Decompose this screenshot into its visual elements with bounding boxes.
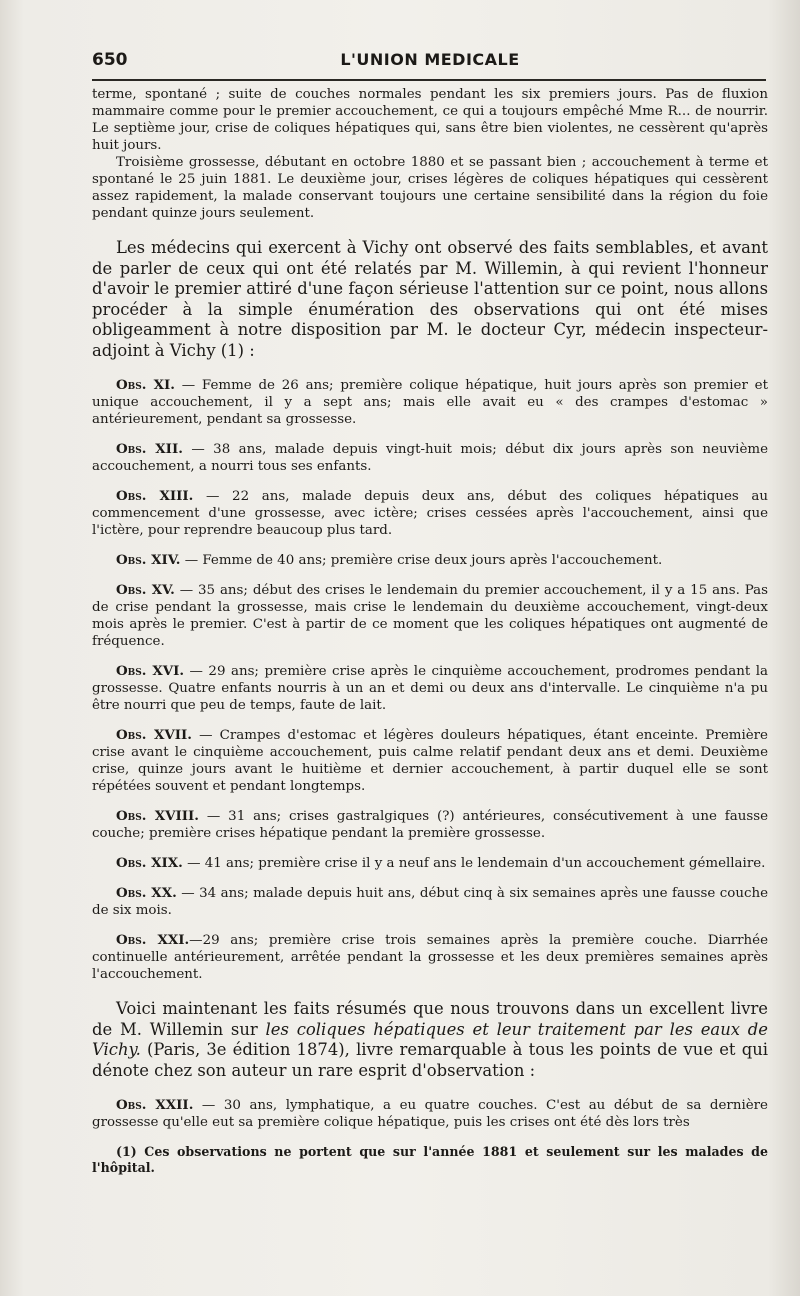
observation-label: Obs. XIV. (116, 552, 181, 568)
observation-label: Obs. XXI. (116, 932, 190, 948)
observation-20 (92, 885, 768, 919)
observation-text: —29 ans; première crise trois semaines après la première couche. Diarrhée continuelle antérieurement, arrêtée pendant la grossesse et les deux premières semaines après l'accouchement. (92, 933, 768, 982)
observation-text: — Crampes d'estomac et légères douleurs hépatiques, étant enceinte. Première crise avant le cinquième accouchement, puis calme relatif pendant deux ans et demi. Deuxième crise, quinze jours avant le huitième et dernier accouchement, à partir duquel elle se sont répétées souvent et pendant longtemps. (92, 728, 768, 794)
observation-19 (92, 855, 768, 872)
observation-15 (92, 582, 768, 650)
observation-text: — 22 ans, malade depuis deux ans, début des coliques hépatiques au commencement d'une grossesse, avec ictère; crises cessées après l'accouchement, ainsi que l'ictère, pour reprendre beaucoup plus tard. (92, 489, 769, 538)
observation-13 (92, 488, 768, 539)
observation-21 (92, 932, 768, 983)
observation-22 (92, 1097, 768, 1131)
book-title: les coliques hépatiques et leur traitement par les eaux de Vichy. (92, 1019, 769, 1059)
observation-text: — 30 ans, lymphatique, a eu quatre couches. C'est au début de sa dernière grossesse qu'elle eut sa première colique hépatique, puis les crises ont été dès lors très (92, 1098, 768, 1130)
observation-label: Obs. XX. (116, 885, 177, 901)
observation-label: Obs. XIX. (116, 855, 183, 871)
observation-14 (92, 552, 768, 569)
observation-label: Obs. XIII. (116, 488, 194, 504)
observation-label: Obs. XVIII. (116, 808, 199, 824)
observation-text: — 38 ans, malade depuis vingt-huit mois; début dix jours après son neuvième accouchement, a nourri tous ses enfants. (92, 442, 768, 474)
page-number: 650 (92, 50, 128, 70)
observation-label: Obs. XII. (116, 441, 183, 457)
running-title: L'UNION MEDICALE (340, 50, 520, 69)
observation-label: Obs. XXII. (116, 1097, 194, 1113)
observation-11 (92, 377, 768, 428)
footnote: (1) Ces observations ne portent que sur l'année 1881 et seulement sur les malades de l'hôpital. (92, 1144, 768, 1175)
observation-text: — Femme de 26 ans; première colique hépatique, huit jours après son premier et unique accouchement, il y a sept ans; mais elle avait eu « des crampes d'estomac » antérieurement, pendant sa grossesse. (92, 378, 768, 427)
paragraph-willemin (92, 999, 768, 1081)
observation-text: — 31 ans; crises gastralgiques (?) antérieures, consécutivement à une fausse couche; première crises hépatique pendant la première grossesse. (92, 809, 769, 841)
observation-label: Obs. XVI. (116, 663, 185, 679)
observation-18 (92, 808, 768, 842)
observation-16 (92, 663, 768, 714)
paragraph-willemin-rest: (Paris, 3e édition 1874), livre remarquable à tous les points de vue et qui dénote chez son auteur un rare esprit d'observation : (92, 1040, 768, 1080)
observation-17 (92, 727, 768, 795)
page-header (92, 44, 768, 78)
observation-text: — 35 ans; début des crises le lendemain du premier accouchement, il y a 15 ans. Pas de crise pendant la grossesse, mais crise le lendemain du deuxième accouchement, vingt-deux mois après le premier. C'est à partir de ce moment que les coliques hépatiques ont augmenté de fréquence. (92, 583, 768, 649)
observation-text: — Femme de 40 ans; première crise deux jours après l'accouchement. (180, 553, 663, 568)
paragraph-continued: terme, spontané ; suite de couches normales pendant les six premiers jours. Pas de fluxion mammaire comme pour le premier accouchement, ce qui a toujours empêché Mme R... de nourrir. Le septième jour, crise de coliques hépatiques qui, sans être bien violentes, ne cessèrent qu'après huit jours. (92, 87, 768, 153)
observation-label: Obs. XV. (116, 582, 175, 598)
observation-text: — 29 ans; première crise après le cinquième accouchement, prodromes pendant la grossesse. Quatre enfants nourris à un an et demi ou deux ans d'intervalle. Le cinquième n'a pu être nourri que peu de temps, faute de lait. (92, 664, 768, 713)
paragraph-willemin-intro: Voici maintenant les faits résumés que nous trouvons dans un excellent livre de M. Willemin sur (92, 999, 768, 1039)
observation-12 (92, 441, 768, 475)
paragraph-vichy-doctors: Les médecins qui exercent à Vichy ont observé des faits semblables, et avant de parler de ceux qui ont été relatés par M. Willemin, à qui revient l'honneur d'avoir le premier attiré d'une façon sérieuse l'attention sur ce point, nous allons procéder à la simple énumération des observations qui ont été mises obligeamment à notre disposition par M. le docteur Cyr, médecin inspecteur-adjoint à Vichy (1) : (92, 238, 768, 360)
observation-text: — 41 ans; première crise il y a neuf ans le lendemain d'un accouchement gémellaire. (182, 856, 766, 871)
observation-text: — 34 ans; malade depuis huit ans, début cinq à six semaines après une fausse couche de six mois. (92, 886, 768, 918)
paragraph-third-pregnancy: Troisième grossesse, débutant en octobre 1880 et se passant bien ; accouchement à terme et spontané le 25 juin 1881. Le deuxième jour, crises légères de coliques hépatiques qui cessèrent assez rapidement, la malade conservant toujours une certaine sensibilité dans la région du foie pendant quinze jours seulement. (92, 155, 768, 221)
header-rule (92, 79, 766, 81)
page-body (92, 86, 768, 1176)
observation-label: Obs. XI. (116, 377, 175, 393)
observation-label: Obs. XVII. (116, 727, 192, 743)
